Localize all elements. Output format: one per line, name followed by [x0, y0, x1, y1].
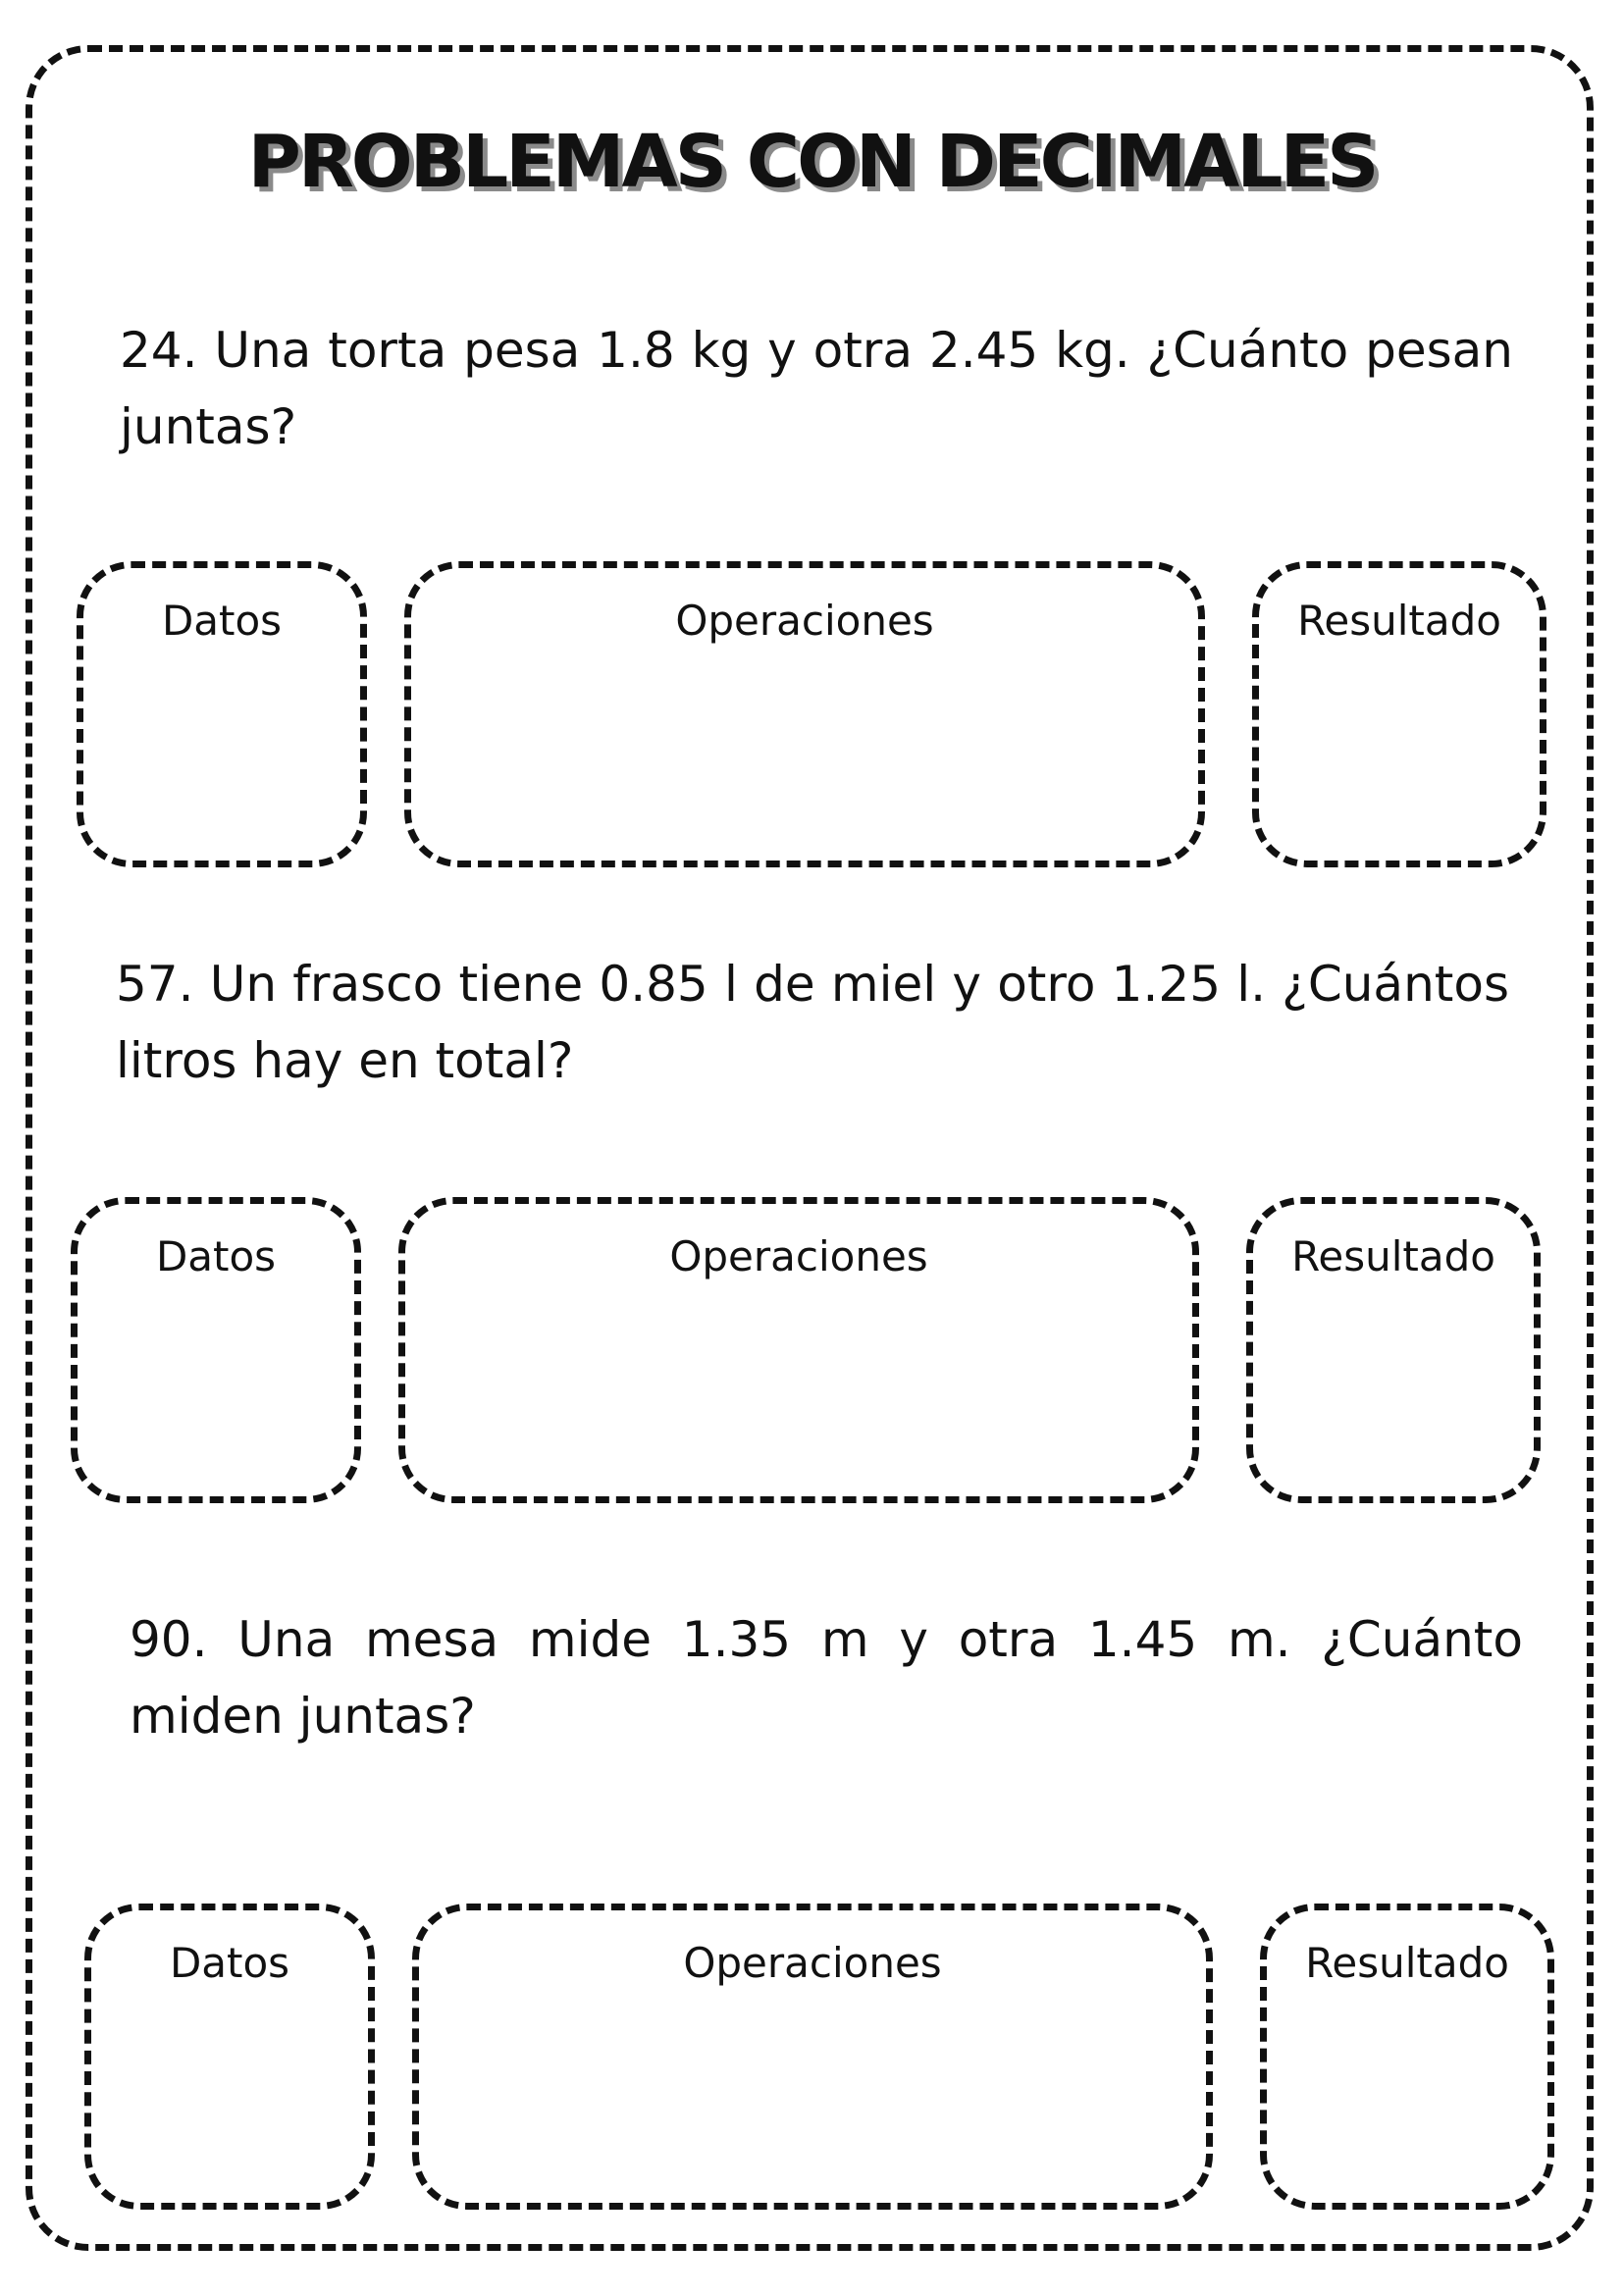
problem-2-resultado-box[interactable] — [1246, 1197, 1541, 1503]
problem-1-operaciones-box[interactable] — [404, 561, 1205, 867]
datos-label: Datos — [155, 1232, 277, 1280]
operaciones-label: Operaciones — [683, 1939, 942, 1987]
problem-3-datos-box[interactable] — [84, 1904, 375, 2210]
problem-3-resultado-box[interactable] — [1260, 1904, 1554, 2210]
datos-label: Datos — [161, 597, 283, 645]
resultado-label: Resultado — [1305, 1939, 1509, 1987]
problem-1-resultado-box[interactable] — [1252, 561, 1546, 867]
resultado-label: Resultado — [1297, 597, 1501, 645]
operaciones-label: Operaciones — [669, 1232, 928, 1280]
problem-1-datos-box[interactable] — [77, 561, 367, 867]
operaciones-label: Operaciones — [675, 597, 934, 645]
problem-2-text: 57. Un frasco tiene 0.85 l de miel y otro 1.25 l. ¿Cuántos litros hay en total? — [116, 956, 1509, 1089]
problem-1-text: 24. Una torta pesa 1.8 kg y otra 2.45 kg. ¿Cuánto pesan juntas? — [120, 322, 1513, 455]
resultado-label: Resultado — [1291, 1232, 1495, 1280]
datos-label: Datos — [169, 1939, 290, 1987]
page-title: PROBLEMAS CON DECIMALES — [247, 120, 1377, 204]
problem-2-operaciones-box[interactable] — [398, 1197, 1199, 1503]
problem-3-text: 90. Una mesa mide 1.35 m y otra 1.45 m. ¿Cuánto miden juntas? — [130, 1611, 1523, 1745]
problem-3-operaciones-box[interactable] — [412, 1904, 1213, 2210]
problem-2-datos-box[interactable] — [71, 1197, 361, 1503]
